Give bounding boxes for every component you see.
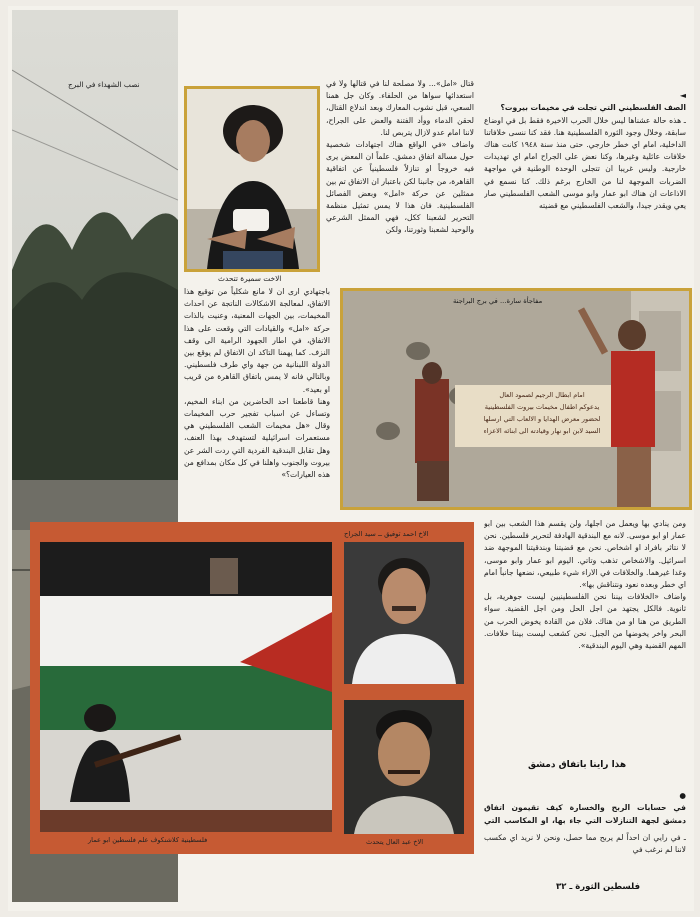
caption-abd-alaal: الاخ عبد العال يتحدث bbox=[366, 838, 424, 846]
column-1 bbox=[484, 78, 686, 286]
page-footer: فلسطين الثورة ـ ٣٢ bbox=[556, 882, 641, 892]
group-photos-frame bbox=[30, 522, 474, 854]
sign-line-4: السيد لابن ابو نهار وقيادته الى ابنائه الاعزاء bbox=[483, 427, 601, 435]
bullet-dot-icon: ● bbox=[679, 791, 686, 801]
caption-flag-scene: فلسطينية كلاشنكوف علم فلسطين ابو عمار bbox=[88, 836, 208, 844]
sign-line-3: لحضور معرض الهدايا و الالعاب التي ارسلها bbox=[483, 415, 601, 423]
sign-text bbox=[457, 389, 627, 437]
answer-block: ـ في رايي ان احداً لم يربح مما حصل، ونحن لا نريد اي مكسب لاننا لم نرغب في bbox=[484, 833, 686, 855]
magazine-page bbox=[8, 6, 694, 911]
barjaja-photo bbox=[340, 288, 692, 510]
flag-scene-photo bbox=[40, 542, 332, 832]
column-1-body: ـ هذه حالة عشناها ليس خلال الحرب الاخيرة فقط بل في اوضاع سابقة، وخلال وجود الثورة الفلسطينية هنا. فقد كنا ننسى خلافاتنا الداخلية، امام اي خطر خارجي. حتى منذ سنة ١٩٤٨ كانت هناك خلافات عائلية وغيرها، وكنا نعض على الجراح امام اي تهديدات خارجية. وليس غريبا ان تتجلى الوحدة الوطنية في مواجهة الضربات الموجهة لنا من الخارج برغم ذلك. كنا نسمع في الاذاعات ان هناك ابو عمار وابو موسى الشعب الفلسطيني صار يعي ويقدر جيدا، والشعب الفلسطيني مع قضيته bbox=[484, 115, 686, 211]
sign-line-1: امام ابطال الرجيم لصمود العال bbox=[499, 391, 585, 399]
abd-alaal-photo bbox=[344, 700, 464, 834]
column-2: قتال «امل»... ولا مصلحة لنا في قتالها ولا في استعدائها سواها من الحلفاء. وكان جل همنا السعي، قبل نشوب المعارك وبعد اندلاع القتال، لحقن الدماء ووأد الفتنة والعض على الجراح، لاننا امام عدو لازال يتربص لنا. واضاف «في الواقع هناك اجتهادات شخصية حول مسالة اتفاق دمشق. علماً ان المعض يرى فيه خروجاً او تنازلاً فلسطينياً عن اتفاقية القاهرة، من جانبنا لكن باعتبار ان الاتفاق تم بين ممثلين عن حركة «امل» وبعض الفصائل الفلسطينية. فان هذا لا يمس تمثيل منظمة التحرير لشعبنا ككل، فهي الممثل الشرعي والوحيد لشعبنا وثورتنا، ولكن bbox=[326, 79, 474, 235]
ahmad-tawfiq-photo bbox=[344, 542, 464, 684]
samira-photo-graphic bbox=[187, 89, 317, 269]
question-text: في حسابات الربح والخسارة كيف تقيمون اتفاق دمشق لجهة التنازلات التي جاء بها، او المكاسب التي bbox=[484, 803, 686, 825]
flag-scene-graphic bbox=[40, 542, 332, 832]
caption-ahmad-tawfiq: الاخ احمد توفيق ــ سيد الجراح bbox=[344, 530, 429, 538]
bullet-arrow-icon: ◄ bbox=[679, 91, 686, 101]
column-1-lead: الصف الفلسطيني التي تجلت في مخيمات بيروت؟ bbox=[500, 103, 686, 113]
samira-photo bbox=[184, 86, 320, 272]
abd-alaal-graphic bbox=[344, 700, 464, 834]
sign-line-2: يدعوكم اطفال مخيمات بيروت الفلسطينية bbox=[484, 403, 600, 411]
column-3: باجتهادي ارى ان لا مانع شكلياً من توقيع هذا الاتفاق، لمعالجة الاشكالات الناتجة عن احداث المخيمات، بين الجهات المعنية، وعنيت بالذات حركة «امل» والقيادات التي وقعت على هذا الاتفاق، في اطار الجهود الرامية الى وقف النزف. كما يهمنا التاكد ان الاتفاق لم يوقع بين الدولة اللبنانية من جهة واي طرف فلسطيني. وبالتالي فانه لا يمس باتفاق القاهرة من قريب او بعيد». وهنا قاطعنا احد الحاضرين من ابناء المخيم، وتساءل عن اسباب تفجير حرب المخيمات وقال «هل مخيمات الشعب الفلسطيني هي مستعمرات اسرائيلية لتستهدف بهذا العنف، وهل تقابل البندقية الفردية التي ردت الشر عن بيروت والجنوب واهلنا في كل مكان بمدافع من هذه العيارات؟» bbox=[184, 287, 330, 480]
caption-barjaja: مفاجأة سارة... في برج البراجنة bbox=[453, 297, 543, 305]
column-4: ومن ينادي بها ويعمل من اجلها، ولن يقسم هذا الشعب بين ابو عمار او ابو موسى. لانه مع البندقية الهادفة لتحرير فلسطين. نحن لا نتاثر بافراد او اشخاص. نحن مع قضيتنا وبندقيتنا الموجهة ضد اسرائيل. والاشخاص تذهب وتاتي. اليوم ابو عمار وابو موسى، وغدا غيرهما. والخلافات في الاراء شيء طبيعي، نضعها جانباً امام اي خطر وبعده نعود ونتناقش بها». واضاف «الخلافات بيننا نحن الفلسطينيين ليست جوهرية، بل ثانوية. فالكل يجتهد من اجل الحل ومن اجل القضية. سواء الطريق من هنا او من هناك. فلان من القادة يخوض الحرب من البحر واخر يخوضها من الجبل. نحن كشعب ليست بيننا خلافات. المهم القضية وهي اليوم البندقية». bbox=[484, 519, 686, 651]
caption-martyrs-monument: نصب الشهداء في البرج bbox=[68, 80, 140, 89]
section-heading: هذا راينا باتفاق دمشق bbox=[528, 760, 627, 770]
caption-samira: الاخت سميرة تتحدث bbox=[218, 274, 282, 283]
question-block bbox=[484, 778, 686, 828]
ahmad-tawfiq-graphic bbox=[344, 542, 464, 684]
